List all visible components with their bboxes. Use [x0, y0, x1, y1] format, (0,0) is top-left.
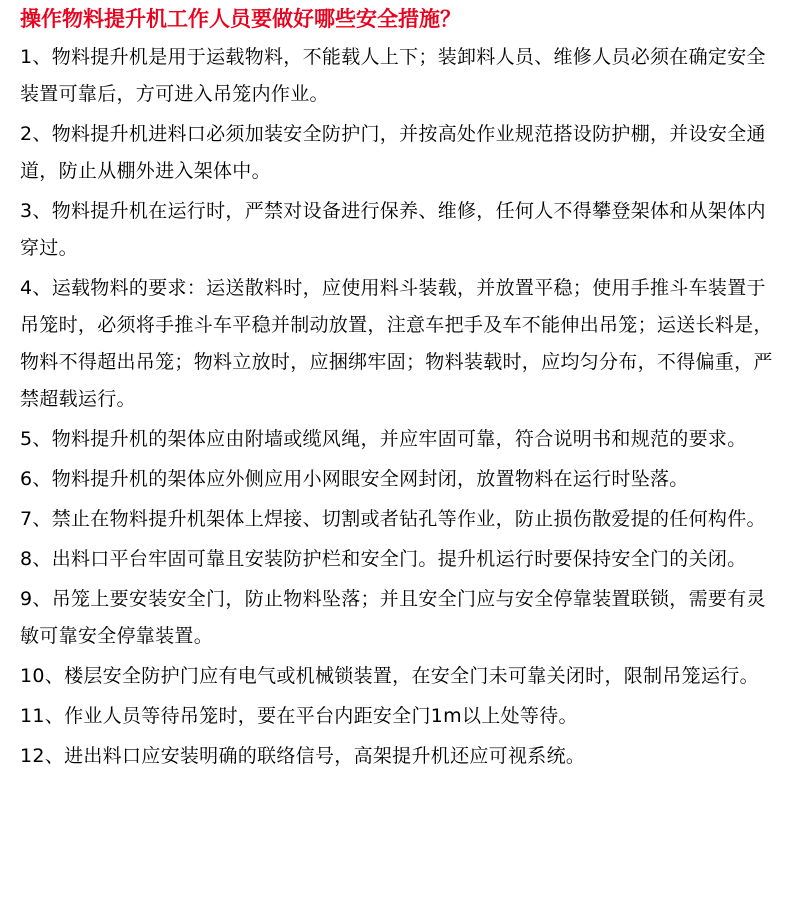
list-item: 8、出料口平台牢固可靠且安装防护栏和安全门。提升机运行时要保持安全门的关闭。 [20, 548, 747, 570]
safety-measures-list [20, 39, 784, 778]
page-title: 操作物料提升机工作人员要做好哪些安全措施？ [20, 7, 461, 31]
list-item: 12、进出料口应安装明确的联络信号，高架提升机还应可视系统。 [20, 745, 586, 767]
list-item: 6、物料提升机的架体应外侧应用小网眼安全网封闭，放置物料在运行时坠落。 [20, 468, 689, 490]
list-item: 5、物料提升机的架体应由附墙或缆风绳，并应牢固可靠，符合说明书和规范的要求。 [20, 428, 747, 450]
list-item: 10、楼层安全防护门应有电气或机械锁装置，在安全门未可靠关闭时，限制吊笼运行。 [20, 665, 759, 687]
list-item: 4、运载物料的要求：运送散料时，应使用料斗装载，并放置平稳；使用手推斗车装置于吊笼时，必须将手推斗车平稳并制动放置，注意车把手及车不能伸出吊笼；运送长料是，物料不得超出吊笼；物料立放时，应捆绑牢固；物料装载时，应均匀分布，不得偏重，严禁超载运行。 [20, 277, 773, 410]
list-item: 1、物料提升机是用于运载物料，不能载人上下；装卸料人员、维修人员必须在确定安全装置可靠后，方可进入吊笼内作业。 [20, 46, 766, 105]
list-item: 2、物料提升机进料口必须加装安全防护门，并按高处作业规范搭设防护棚，并设安全通道，防止从棚外进入架体中。 [20, 123, 766, 182]
list-item: 11、作业人员等待吊笼时，要在平台内距安全门1m以上处等待。 [20, 705, 578, 727]
list-item: 3、物料提升机在运行时，严禁对设备进行保养、维修，任何人不得攀登架体和从架体内穿过。 [20, 200, 766, 259]
list-item: 9、吊笼上要安装安全门，防止物料坠落；并且安全门应与安全停靠装置联锁，需要有灵敏可靠安全停靠装置。 [20, 588, 766, 647]
list-item: 7、禁止在物料提升机架体上焊接、切割或者钻孔等作业，防止损伤散爱提的任何构件。 [20, 508, 766, 530]
